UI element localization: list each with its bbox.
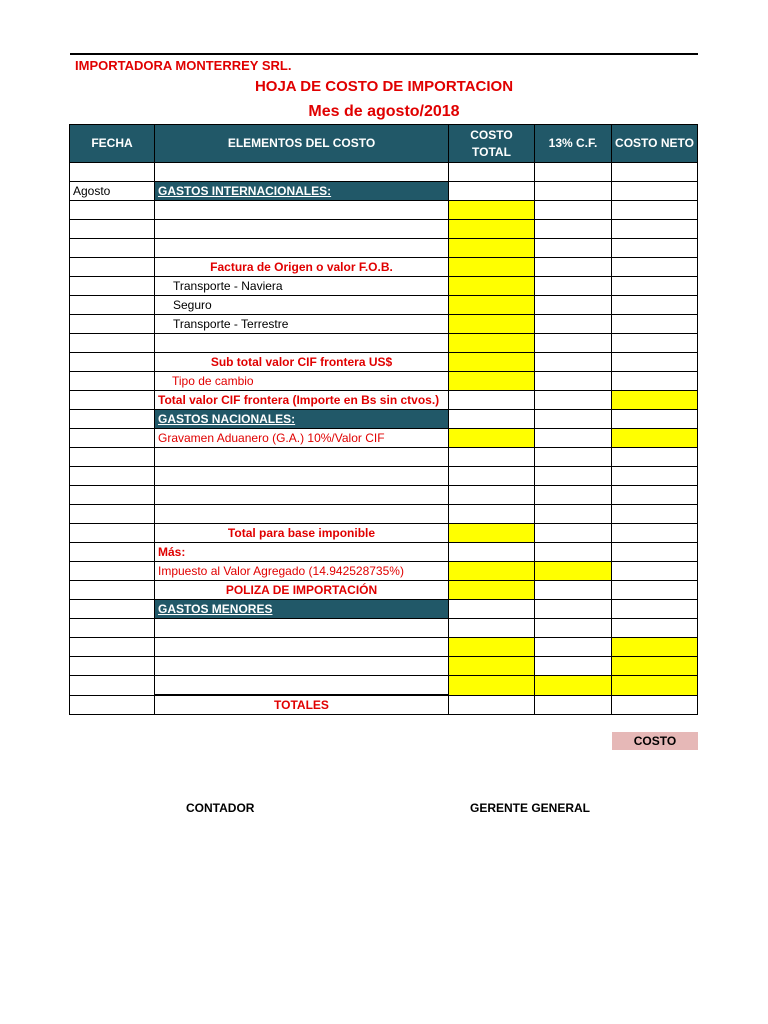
cell[interactable] xyxy=(612,562,698,581)
cell[interactable] xyxy=(612,410,698,429)
cell[interactable] xyxy=(449,391,535,410)
cell[interactable] xyxy=(70,163,155,182)
cell[interactable] xyxy=(70,581,155,600)
table-row xyxy=(70,581,698,600)
input-cell[interactable] xyxy=(449,239,535,258)
signature-contador: CONTADOR xyxy=(186,801,255,815)
input-cell[interactable] xyxy=(449,277,535,296)
cell[interactable] xyxy=(535,638,612,657)
label-total-cif[interactable]: Total valor CIF frontera (Importe en Bs sin ctvos.) xyxy=(155,391,449,410)
col-header-fecha: FECHA xyxy=(70,125,155,163)
cell[interactable] xyxy=(70,543,155,562)
cell[interactable] xyxy=(535,467,612,486)
cell[interactable] xyxy=(612,315,698,334)
cell[interactable] xyxy=(70,239,155,258)
table-row xyxy=(70,201,698,220)
cell[interactable] xyxy=(155,201,449,220)
input-cell[interactable] xyxy=(612,391,698,410)
cell[interactable] xyxy=(535,201,612,220)
cell[interactable] xyxy=(70,201,155,220)
cell-fecha[interactable]: Agosto xyxy=(70,182,155,201)
cell[interactable] xyxy=(612,277,698,296)
input-cell[interactable] xyxy=(449,258,535,277)
table-row xyxy=(70,543,698,562)
cell[interactable] xyxy=(535,258,612,277)
table-row xyxy=(70,182,698,201)
cell[interactable] xyxy=(612,486,698,505)
cell[interactable] xyxy=(535,277,612,296)
cell[interactable] xyxy=(70,695,155,715)
col-header-elementos: ELEMENTOS DEL COSTO xyxy=(155,125,449,163)
cell[interactable] xyxy=(535,505,612,524)
col-header-costo-total: COSTO TOTAL xyxy=(449,125,535,163)
cell[interactable] xyxy=(535,182,612,201)
signature-gerente: GERENTE GENERAL xyxy=(470,801,591,815)
cell[interactable] xyxy=(612,163,698,182)
table-row xyxy=(70,296,698,315)
sheet-period: Mes de agosto/2018 xyxy=(308,103,460,120)
cell[interactable] xyxy=(155,467,449,486)
table-header-row xyxy=(70,125,698,163)
cell[interactable] xyxy=(535,429,612,448)
cell[interactable] xyxy=(535,448,612,467)
section-gastos-internacionales[interactable]: GASTOS INTERNACIONALES: xyxy=(155,182,449,201)
cell[interactable] xyxy=(535,581,612,600)
cell[interactable] xyxy=(449,505,535,524)
cell[interactable] xyxy=(70,410,155,429)
cell[interactable] xyxy=(535,695,612,715)
cell[interactable] xyxy=(155,448,449,467)
cell[interactable] xyxy=(612,448,698,467)
cell[interactable] xyxy=(449,410,535,429)
input-cell[interactable] xyxy=(535,562,612,581)
input-cell[interactable] xyxy=(449,524,535,543)
input-cell[interactable] xyxy=(449,581,535,600)
cell[interactable] xyxy=(70,600,155,619)
input-cell[interactable] xyxy=(449,657,535,676)
cell[interactable] xyxy=(612,581,698,600)
input-cell[interactable] xyxy=(449,296,535,315)
table-row xyxy=(70,353,698,372)
col-header-costo-neto: COSTO NETO xyxy=(612,125,698,163)
table-row xyxy=(70,163,698,182)
table-row xyxy=(70,619,698,638)
table-row xyxy=(70,429,698,448)
table-row xyxy=(70,505,698,524)
cell[interactable] xyxy=(535,486,612,505)
cell[interactable] xyxy=(449,543,535,562)
table-row xyxy=(70,372,698,391)
input-cell[interactable] xyxy=(449,562,535,581)
top-border-line xyxy=(70,53,698,55)
cell[interactable] xyxy=(612,505,698,524)
section-gastos-nacionales[interactable]: GASTOS NACIONALES: xyxy=(155,410,449,429)
label-poliza[interactable]: POLIZA DE IMPORTACIÓN xyxy=(155,581,449,600)
cell[interactable] xyxy=(449,163,535,182)
table-row xyxy=(70,676,698,696)
input-cell[interactable] xyxy=(535,676,612,696)
cell[interactable] xyxy=(70,391,155,410)
table-row xyxy=(70,239,698,258)
input-cell[interactable] xyxy=(449,638,535,657)
cell[interactable] xyxy=(612,695,698,715)
cell[interactable] xyxy=(155,619,449,638)
cell[interactable] xyxy=(70,220,155,239)
cell[interactable] xyxy=(612,543,698,562)
table-row xyxy=(70,258,698,277)
label-subtotal-cif[interactable]: Sub total valor CIF frontera US$ xyxy=(155,353,449,372)
cell[interactable] xyxy=(535,543,612,562)
cell[interactable] xyxy=(70,429,155,448)
table-row xyxy=(70,448,698,467)
input-cell[interactable] xyxy=(449,334,535,353)
input-cell[interactable] xyxy=(612,429,698,448)
cell[interactable] xyxy=(612,334,698,353)
input-cell[interactable] xyxy=(449,676,535,696)
cell[interactable] xyxy=(155,657,449,676)
cell[interactable] xyxy=(70,467,155,486)
cell[interactable] xyxy=(70,258,155,277)
table-row xyxy=(70,524,698,543)
table-row xyxy=(70,467,698,486)
cell[interactable] xyxy=(70,505,155,524)
costo-label: COSTO xyxy=(612,732,698,750)
cell[interactable] xyxy=(70,277,155,296)
totals-row xyxy=(70,695,698,715)
cell[interactable] xyxy=(535,239,612,258)
table-row xyxy=(70,220,698,239)
cell[interactable] xyxy=(449,182,535,201)
cell[interactable] xyxy=(70,638,155,657)
cell[interactable] xyxy=(612,353,698,372)
cell[interactable] xyxy=(535,619,612,638)
cell[interactable] xyxy=(535,353,612,372)
cell[interactable] xyxy=(612,296,698,315)
cell[interactable] xyxy=(155,676,449,696)
cell[interactable] xyxy=(535,163,612,182)
cell[interactable] xyxy=(535,315,612,334)
table-row xyxy=(70,391,698,410)
input-cell[interactable] xyxy=(449,429,535,448)
table-row xyxy=(70,315,698,334)
input-cell[interactable] xyxy=(612,657,698,676)
cell[interactable] xyxy=(535,524,612,543)
company-name: IMPORTADORA MONTERREY SRL. xyxy=(75,58,292,73)
cell[interactable] xyxy=(449,600,535,619)
table-row xyxy=(70,277,698,296)
table-row xyxy=(70,600,698,619)
table-row xyxy=(70,638,698,657)
cell[interactable] xyxy=(449,695,535,715)
input-cell[interactable] xyxy=(449,315,535,334)
cell[interactable] xyxy=(70,372,155,391)
cell[interactable] xyxy=(70,562,155,581)
table-row xyxy=(70,562,698,581)
sheet-title: HOJA DE COSTO DE IMPORTACION xyxy=(254,78,514,95)
cell[interactable] xyxy=(449,467,535,486)
cell[interactable] xyxy=(449,486,535,505)
cell[interactable] xyxy=(155,486,449,505)
input-cell[interactable] xyxy=(612,638,698,657)
cell[interactable] xyxy=(612,524,698,543)
label-total-base[interactable]: Total para base imponible xyxy=(155,524,449,543)
label-factura-origen[interactable]: Factura de Origen o valor F.O.B. xyxy=(155,258,449,277)
cell[interactable] xyxy=(70,657,155,676)
cell[interactable] xyxy=(155,334,449,353)
cost-table xyxy=(69,124,698,715)
cell[interactable] xyxy=(70,296,155,315)
table-row xyxy=(70,410,698,429)
cell[interactable] xyxy=(449,448,535,467)
label-tipo-cambio[interactable]: Tipo de cambio xyxy=(155,372,449,391)
cell[interactable] xyxy=(155,163,449,182)
label-totales[interactable]: TOTALES xyxy=(155,695,449,715)
table-row xyxy=(70,486,698,505)
cell[interactable] xyxy=(612,467,698,486)
cell[interactable] xyxy=(535,657,612,676)
cell[interactable] xyxy=(535,372,612,391)
col-header-cf: 13% C.F. xyxy=(535,125,612,163)
cell[interactable] xyxy=(535,600,612,619)
input-cell[interactable] xyxy=(612,676,698,696)
cell[interactable] xyxy=(612,201,698,220)
cell[interactable] xyxy=(155,638,449,657)
cell[interactable] xyxy=(535,334,612,353)
label-transporte-terrestre[interactable]: Transporte - Terrestre xyxy=(155,315,449,334)
cell[interactable] xyxy=(155,505,449,524)
cell[interactable] xyxy=(612,182,698,201)
cell[interactable] xyxy=(155,239,449,258)
cell[interactable] xyxy=(70,448,155,467)
cell[interactable] xyxy=(535,391,612,410)
cell[interactable] xyxy=(70,619,155,638)
label-mas[interactable]: Más: xyxy=(155,543,449,562)
input-cell[interactable] xyxy=(449,353,535,372)
cell[interactable] xyxy=(70,676,155,696)
input-cell[interactable] xyxy=(449,220,535,239)
cell[interactable] xyxy=(449,619,535,638)
label-transporte-naviera[interactable]: Transporte - Naviera xyxy=(155,277,449,296)
cell[interactable] xyxy=(535,410,612,429)
cell[interactable] xyxy=(612,372,698,391)
cell[interactable] xyxy=(70,353,155,372)
label-gravamen[interactable]: Gravamen Aduanero (G.A.) 10%/Valor CIF xyxy=(155,429,449,448)
section-gastos-menores[interactable]: GASTOS MENORES xyxy=(155,600,449,619)
table-row xyxy=(70,334,698,353)
cell[interactable] xyxy=(612,239,698,258)
cell[interactable] xyxy=(612,220,698,239)
cell[interactable] xyxy=(535,296,612,315)
cell[interactable] xyxy=(612,600,698,619)
cell[interactable] xyxy=(155,220,449,239)
table-row xyxy=(70,657,698,676)
cell[interactable] xyxy=(70,524,155,543)
cell[interactable] xyxy=(535,220,612,239)
cell[interactable] xyxy=(70,334,155,353)
cell[interactable] xyxy=(612,258,698,277)
label-iva[interactable]: Impuesto al Valor Agregado (14.942528735%) xyxy=(155,562,449,581)
cell[interactable] xyxy=(612,619,698,638)
cell[interactable] xyxy=(70,315,155,334)
input-cell[interactable] xyxy=(449,201,535,220)
cell[interactable] xyxy=(70,486,155,505)
input-cell[interactable] xyxy=(449,372,535,391)
label-seguro[interactable]: Seguro xyxy=(155,296,449,315)
